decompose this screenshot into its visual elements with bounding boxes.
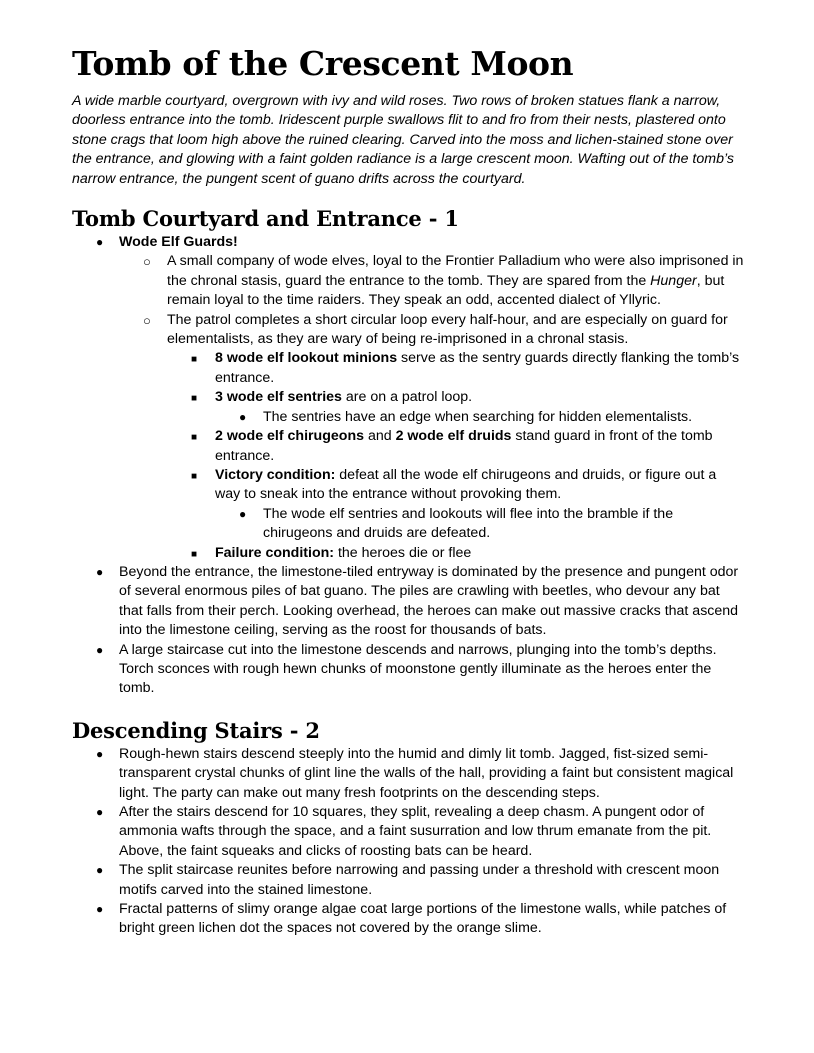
document-page [72, 44, 744, 939]
guards-title: Wode Elf Guards! [119, 234, 238, 251]
chirugeons-and: and [364, 428, 396, 445]
list-item [72, 861, 744, 900]
lookout-text: serve as the sentry guards directly flanking the tomb’s entrance. [215, 350, 740, 386]
bullet-disc: ● [96, 235, 104, 250]
section-heading-stairs: Descending Stairs - 2 [72, 717, 320, 743]
bullet-disc: ● [96, 564, 104, 579]
courtyard-list [72, 233, 744, 699]
stairs-text: After the stairs descend for 10 squares, they split, revealing a deep chasm. A pungent odor of ammonia wafts through the space, and a faint susurration and low thrum emanate from the pit. Above, the faint squeaks and clicks of roosting bats can be heard. [119, 804, 712, 859]
druids-bold: 2 wode elf druids [395, 428, 512, 445]
list-item [72, 563, 744, 641]
list-item [167, 349, 744, 388]
hunger-term: Hunger [650, 272, 697, 289]
bullet-circle: ○ [143, 254, 151, 270]
list-item [119, 311, 744, 563]
bullet-square: ■ [191, 354, 198, 366]
bullet-disc: ● [96, 746, 104, 761]
stairs-text: Fractal patterns of slimy orange algae coat large portions of the limestone walls, while patches of bright green lichen dot the spaces not covered by the orange slime. [119, 901, 727, 937]
bullet-disc: ● [96, 805, 104, 819]
guards-desc-2: The patrol completes a short circular loop every half-hour, and are especially on guard for elementalists, as they are wary of being re-imprisoned in a chronal stasis. [167, 311, 728, 348]
victory-text: defeat all the wode elf chirugeons and druids, or figure out a way to sneak into the entrance without provoking them. [215, 466, 717, 503]
patrol-list [167, 349, 744, 562]
sentries-sub-list [215, 408, 744, 427]
bullet-disc: ● [96, 902, 104, 917]
list-item [72, 803, 744, 861]
list-item [167, 427, 744, 466]
list-item [215, 505, 744, 544]
bullet-circle: ○ [143, 312, 151, 328]
bullet-disc: ● [96, 863, 104, 878]
lookout-bold: 8 wode elf lookout minions [215, 350, 398, 367]
sentries-bold: 3 wode elf sentries [215, 389, 342, 406]
guards-desc-1-end: , but remain loyal to the time raiders. They speak an odd, accented dialect of Yllyric. [167, 272, 725, 309]
bullet-square: ■ [191, 432, 198, 444]
bullet-disc: ● [96, 642, 104, 657]
list-item [72, 641, 744, 699]
victory-sub-list [215, 505, 744, 544]
list-item [167, 466, 744, 544]
list-item [72, 745, 744, 803]
bullet-square: ■ [191, 470, 198, 482]
guards-desc-1-start: A small company of wode elves, loyal to the Frontier Palladium who were also imprisoned in the chronal stasis, guard the entrance to the tomb. They are spared from the [167, 253, 744, 289]
bullet-disc: ● [239, 506, 247, 521]
list-item [72, 900, 744, 939]
chirugeons-bold: 2 wode elf chirugeons [215, 428, 364, 445]
bullet-disc: ● [239, 409, 247, 424]
chirugeons-text: stand guard in front of the tomb entrance. [215, 428, 713, 464]
entryway-text: Beyond the entrance, the limestone-tiled entryway is dominated by the presence and pungent odor of several enormous piles of bat guano. The piles are crawling with beetles, who devour any bat that falls from their perch. Looking overhead, the heroes can make out massive cracks that ascend into the limestone ceiling, serving as the roost for thousands of bats. [119, 563, 739, 639]
list-item [119, 252, 744, 310]
stairs-text: Rough-hewn stairs descend steeply into the humid and dimly lit tomb. Jagged, fist-sized semi-transparent crystal chunks of glint line the walls of the hall, providing a faint but consistent magical light. The party can make out many fresh footprints on the descending steps. [119, 745, 734, 801]
stairs-list [72, 745, 744, 939]
staircase-text: A large staircase cut into the limestone descends and narrows, plunging into the tomb’s depths. Torch sconces with rough hewn chunks of moonstone gently illuminate as the heroes enter the tomb. [119, 641, 717, 697]
intro-paragraph: A wide marble courtyard, overgrown with ivy and wild roses. Two rows of broken statues flank a narrow, doorless entrance into the tomb. Iridescent purple swallows flit to and fro from their nests, plastered onto stone crags that loom high above the ruined clearing. Carved into the moss and lichen-stained stone over the entrance, and glowing with a faint golden radiance is a large crescent moon. Wafting out of the tomb’s narrow entrance, the pungent scent of guano drifts across the courtyard. [72, 93, 734, 187]
stairs-text: The split staircase reunites before narrowing and passing under a threshold with crescent moon motifs carved into the stained limestone. [119, 862, 720, 898]
list-item [167, 544, 744, 563]
guards-list [119, 252, 744, 563]
failure-text: the heroes die or flee [334, 544, 472, 561]
list-item [167, 388, 744, 427]
sentries-subtext: The sentries have an edge when searching for hidden elementalists. [263, 408, 693, 425]
bullet-square: ■ [191, 393, 198, 405]
failure-bold: Failure condition: [215, 544, 335, 561]
list-item [215, 408, 744, 427]
page-title: Tomb of the Crescent Moon [72, 44, 574, 83]
section-heading-courtyard: Tomb Courtyard and Entrance - 1 [72, 206, 459, 232]
victory-bold: Victory condition: [215, 466, 336, 483]
bullet-square: ■ [191, 548, 198, 560]
sentries-text: are on a patrol loop. [341, 389, 473, 406]
victory-subtext: The wode elf sentries and lookouts will flee into the bramble if the chirugeons and druids are defeated. [263, 505, 674, 542]
list-item [72, 233, 744, 563]
